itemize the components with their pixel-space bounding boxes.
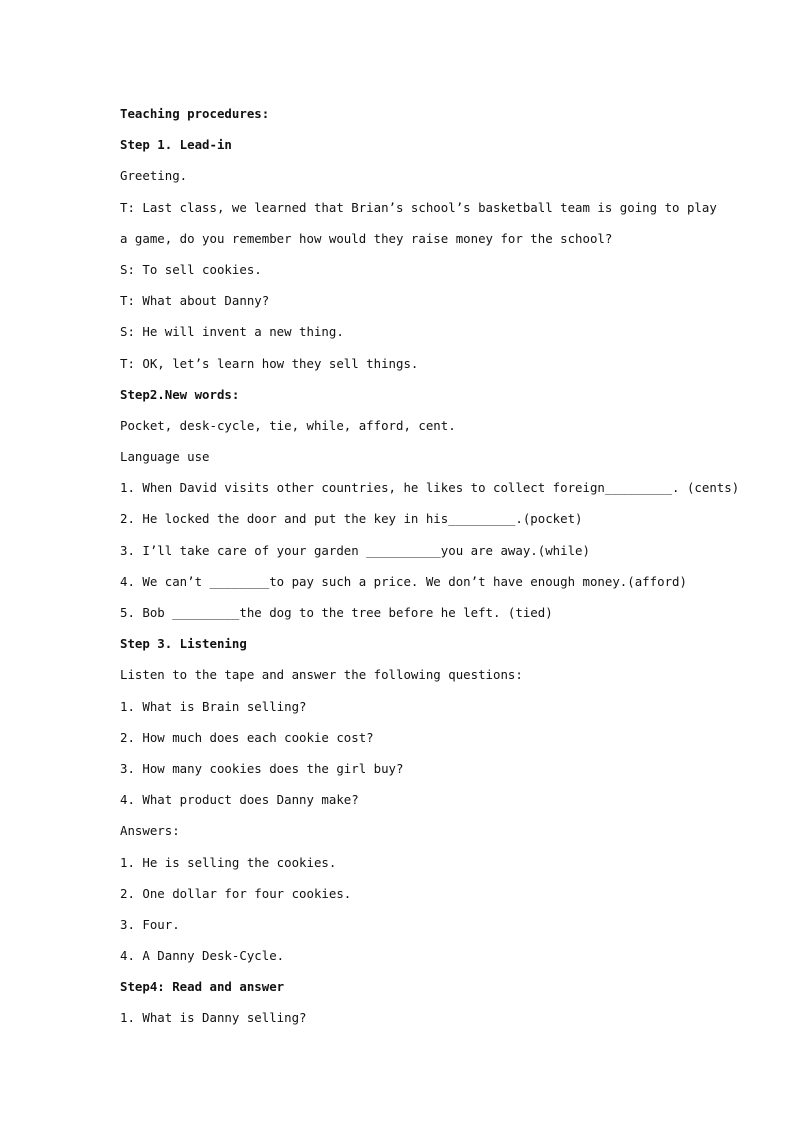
section-heading-step-1: Step 1. Lead-in [120,137,232,153]
text-line: Language use [120,449,210,465]
section-heading-step-4: Step4: Read and answer [120,979,285,995]
text-line: Answers: [120,823,180,839]
question-item: 3. How many cookies does the girl buy? [120,760,404,776]
question-item: 1. What is Danny selling? [120,1010,307,1026]
exercise-item: 1. When David visits other countries, he likes to collect foreign_________. (cents) [120,480,740,496]
text-line: T: OK, let’s learn how they sell things. [120,355,419,371]
text-line: a game, do you remember how would they raise money for the school? [120,230,613,246]
section-heading-step-3: Step 3. Listening [120,636,247,652]
section-heading-teaching-procedures: Teaching procedures: [120,106,270,121]
text-line: T: Last class, we learned that Brian’s school’s basketball team is going to play [120,199,717,215]
exercise-item: 5. Bob _________the dog to the tree before he left. (tied) [120,605,553,620]
text-line: T: What about Danny? [120,293,270,309]
text-line: S: To sell cookies. [120,261,262,277]
exercise-item: 4. We can’t ________to pay such a price. We don’t have enough money.(afford) [120,573,687,589]
text-line: Listen to the tape and answer the following questions: [120,667,523,683]
question-item: 1. What is Brain selling? [120,698,307,714]
question-item: 2. How much does each cookie cost? [120,729,374,745]
text-line: S: He will invent a new thing. [120,324,344,340]
answer-item: 3. Four. [120,916,180,932]
exercise-item: 2. He locked the door and put the key in his_________.(pocket) [120,511,583,527]
answer-item: 1. He is selling the cookies. [120,854,337,870]
text-line: Pocket, desk-cycle, tie, while, afford, cent. [120,417,456,433]
question-item: 4. What product does Danny make? [120,792,359,808]
exercise-item: 3. I’ll take care of your garden __________you are away.(while) [120,542,590,558]
text-line: Greeting. [120,168,188,184]
answer-item: 2. One dollar for four cookies. [120,885,352,901]
answer-item: 4. A Danny Desk-Cycle. [120,948,285,964]
document-body [120,98,740,1034]
section-heading-step-2: Step2.New words: [120,386,240,402]
